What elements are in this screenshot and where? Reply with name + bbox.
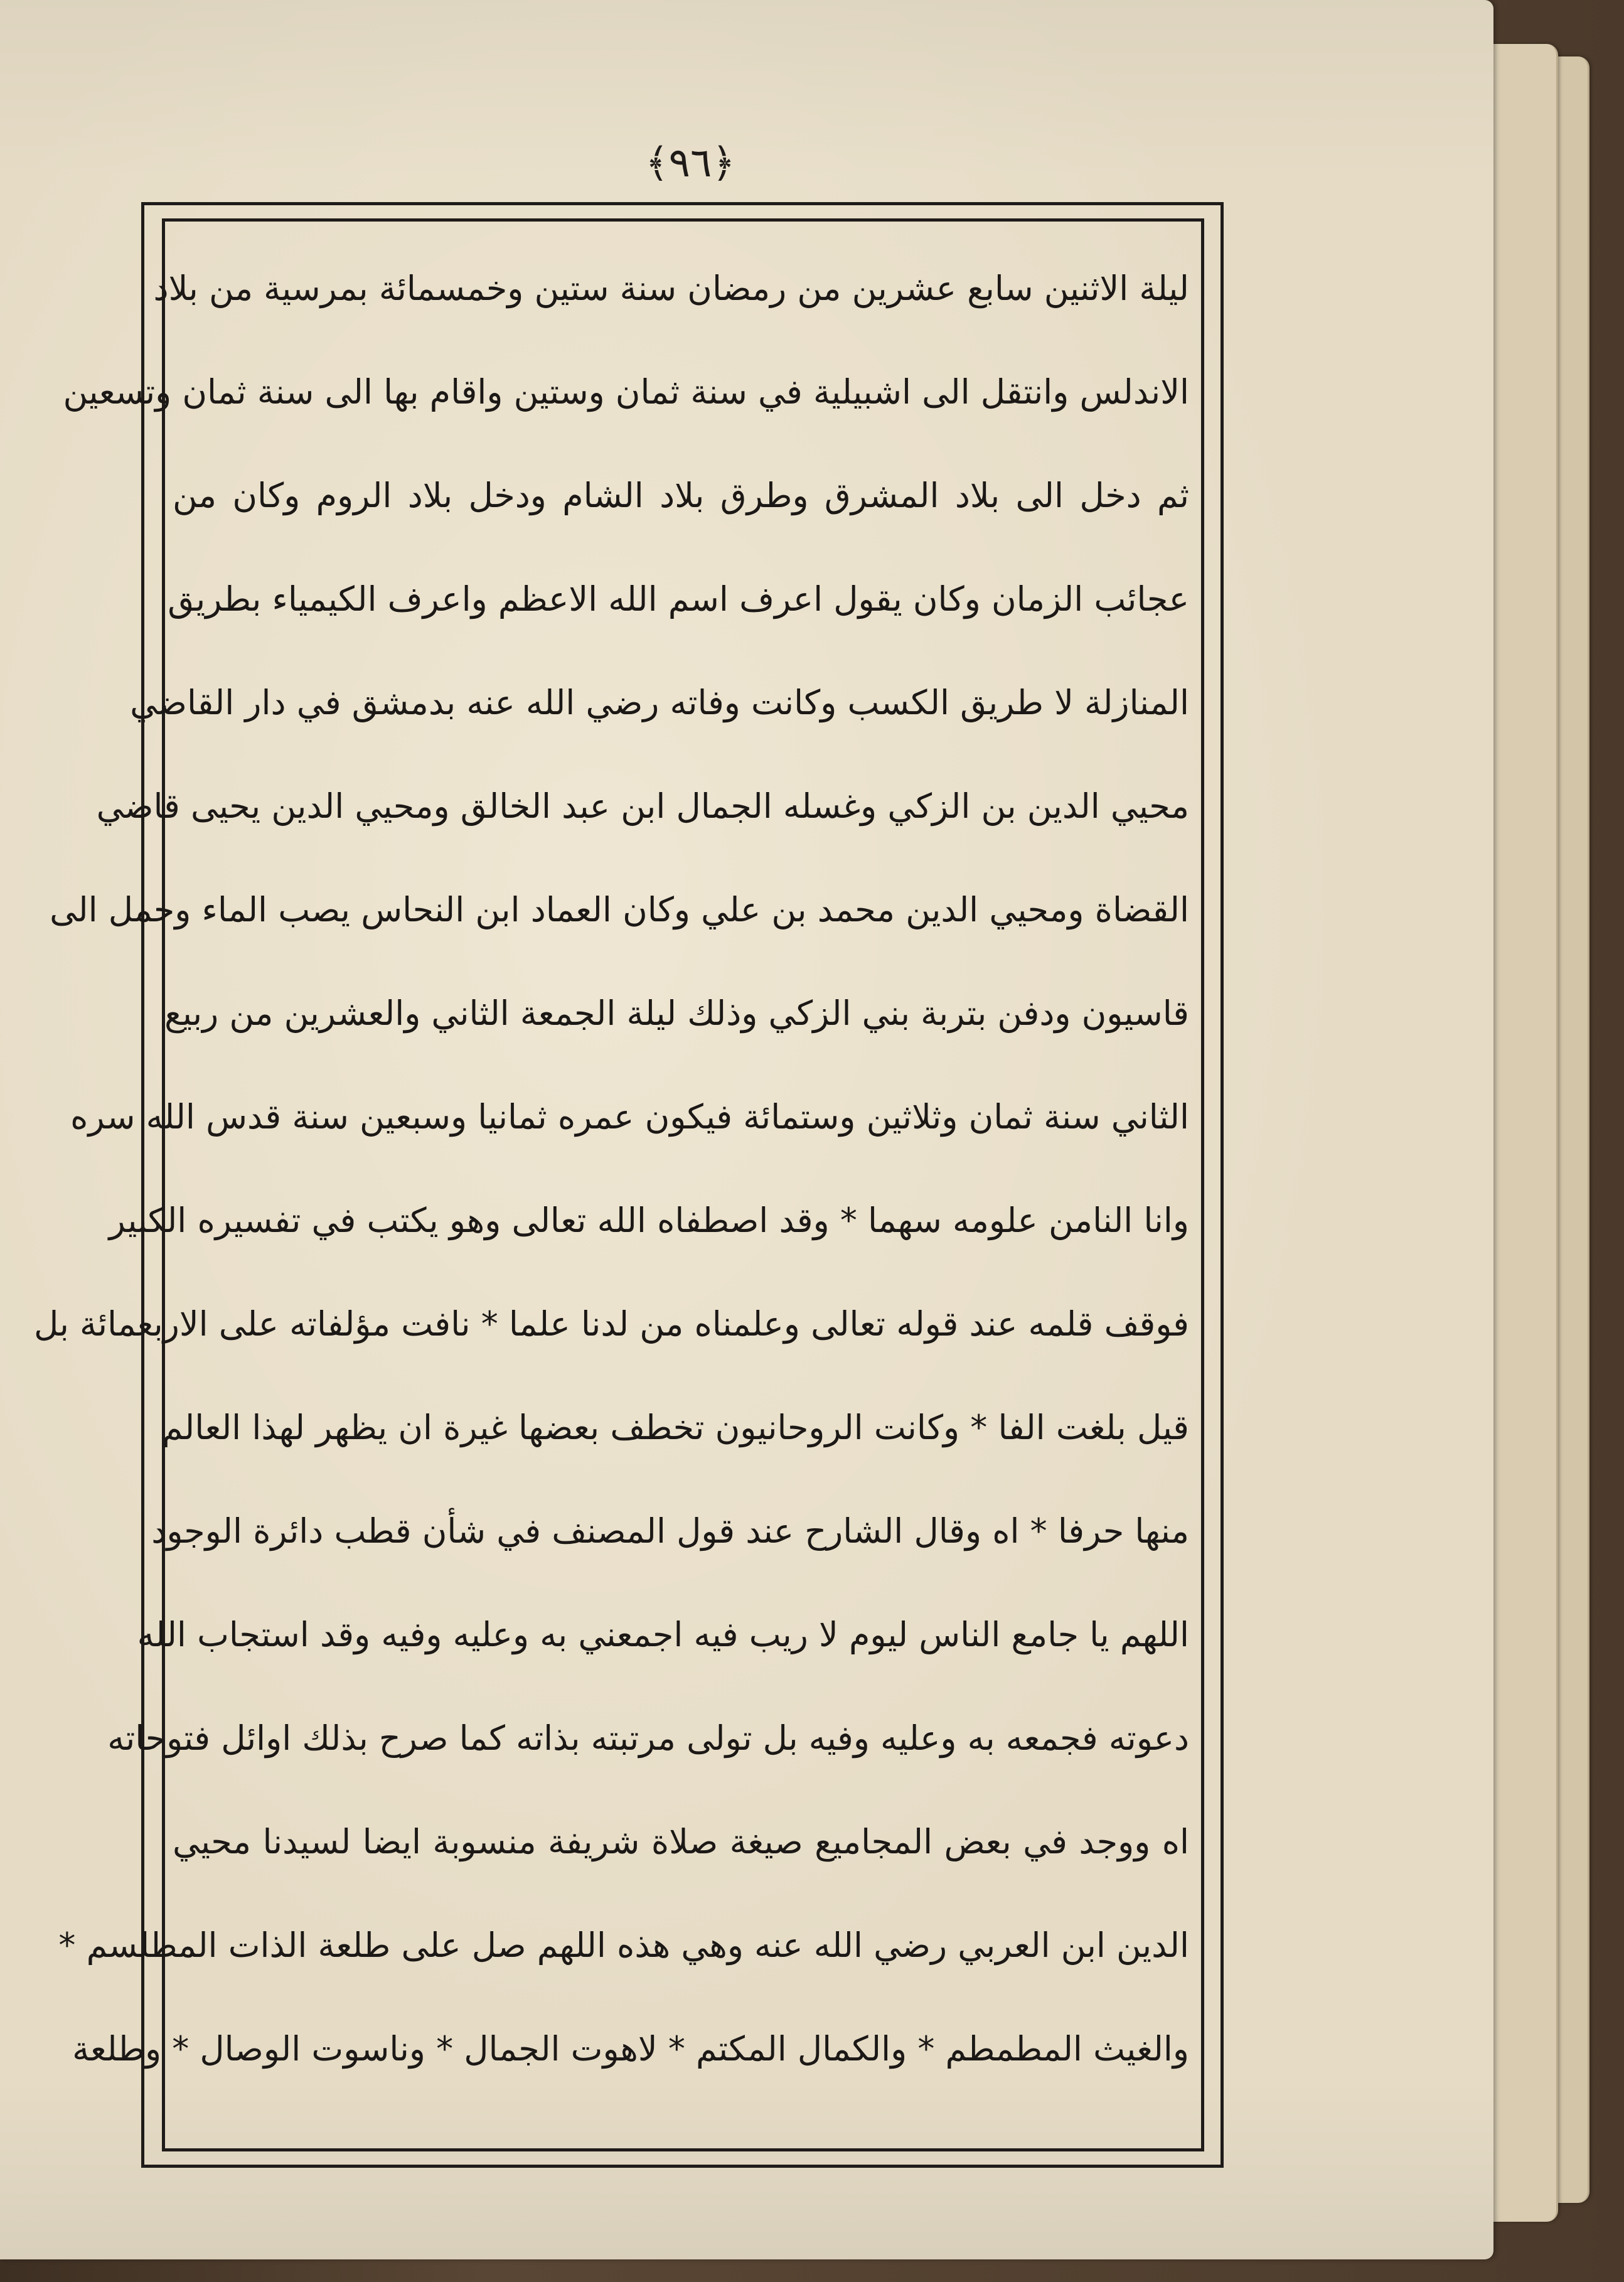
text-line: اه ووجد في بعض المجاميع صيغة صلاة شريفة منسوبة ايضا لسيدنا محيي <box>173 1822 1189 1861</box>
text-line: والغيث المطمطم * والكمال المكتم * لاهوت الجمال * وناسوت الوصال * وطلعة <box>72 2029 1189 2069</box>
body-text <box>33 251 1189 2134</box>
text-line: منها حرفا * اه وقال الشارح عند قول المصنف في شأن قطب دائرة الوجود <box>151 1511 1189 1551</box>
text-line: الثاني سنة ثمان وثلاثين وستمائة فيكون عمره ثمانيا وسبعين سنة قدس الله سره <box>70 1097 1189 1137</box>
text-line: القضاة ومحيي الدين محمد بن علي وكان العماد ابن النحاس يصب الماء وحمل الى <box>50 890 1189 929</box>
text-line: قاسيون ودفن بتربة بني الزكي وذلك ليلة الجمعة الثاني والعشرين من ربيع <box>164 994 1189 1033</box>
page-number: ﴿٩٦﴾ <box>645 140 735 186</box>
text-line: دعوته فجمعه به وعليه وفيه بل تولى مرتبته بذاته كما صرح بذلك اوائل فتوحاته <box>107 1718 1189 1758</box>
text-line: قيل بلغت الفا * وكانت الروحانيون تخطف بعضها غيرة ان يظهر لهذا العالم <box>161 1408 1189 1447</box>
text-line: فوقف قلمه عند قوله تعالى وعلمناه من لدنا علما * نافت مؤلفاته على الاربعمائة بل <box>33 1304 1189 1344</box>
text-line: الاندلس وانتقل الى اشبيلية في سنة ثمان وستين واقام بها الى سنة ثمان وتسعين <box>63 372 1189 412</box>
text-line: اللهم يا جامع الناس ليوم لا ريب فيه اجمعني به وعليه وفيه وقد استجاب الله <box>137 1615 1189 1654</box>
text-line: عجائب الزمان وكان يقول اعرف اسم الله الاعظم واعرف الكيمياء بطريق <box>168 579 1189 619</box>
text-line: ليلة الاثنين سابع عشرين من رمضان سنة ستين وخمسمائة بمرسية من بلاد <box>153 269 1189 308</box>
text-line: محيي الدين بن الزكي وغسله الجمال ابن عبد الخالق ومحيي الدين يحيى قاضي <box>96 786 1189 826</box>
text-line: الدين ابن العربي رضي الله عنه وهي هذه اللهم صل على طلعة الذات المطلسم * <box>58 1926 1189 1965</box>
text-line: ثم دخل الى بلاد المشرق وطرق بلاد الشام ودخل بلاد الروم وكان من <box>173 476 1189 515</box>
text-line: وانا النامن علومه سهما * وقد اصطفاه الله تعالى وهو يكتب في تفسيره الكبير <box>109 1201 1189 1240</box>
text-line: المنازلة لا طريق الكسب وكانت وفاته رضي الله عنه بدمشق في دار القاضي <box>130 683 1189 722</box>
